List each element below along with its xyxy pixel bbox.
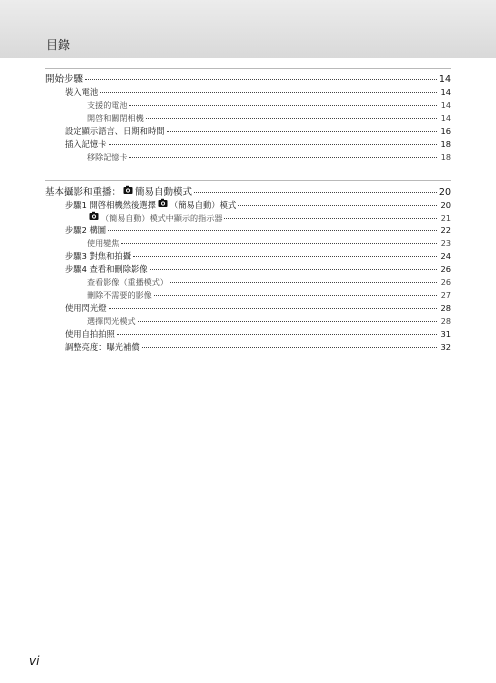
toc-page-number: 14 <box>440 100 451 110</box>
dot-leader <box>238 205 437 206</box>
toc-entry-text-pre: 步驟1 開啓相機然後選擇 <box>65 200 156 210</box>
dot-leader <box>194 192 437 193</box>
easy-auto-mode-camera-icon <box>158 198 168 208</box>
dot-leader <box>154 295 437 296</box>
toc-entry-text: 開始步驟 <box>45 74 84 85</box>
section-divider <box>45 68 451 69</box>
toc-entry-getting-started[interactable] <box>45 73 451 86</box>
toc-entry[interactable] <box>45 341 451 354</box>
toc-page-number: 22 <box>440 225 451 235</box>
toc-page-number: 18 <box>440 152 451 162</box>
easy-auto-mode-camera-icon <box>89 211 99 221</box>
dot-leader <box>108 230 437 231</box>
toc-entry[interactable] <box>45 151 451 164</box>
toc-entry-text: 調整亮度：曝光補償 <box>65 342 140 352</box>
toc-entry-text-pre: 基本攝影和重播： <box>45 187 122 198</box>
toc-page-number: 27 <box>440 290 451 300</box>
toc-entry[interactable] <box>45 224 451 237</box>
dot-leader <box>224 218 437 219</box>
toc-entry-text: 選擇閃光模式 <box>87 316 136 326</box>
toc-page-number: 23 <box>440 238 451 248</box>
easy-auto-mode-camera-icon <box>123 185 133 195</box>
toc-entry-text: 步驟3 對焦和拍攝 <box>65 251 131 261</box>
toc-entry[interactable] <box>45 328 451 341</box>
dot-leader <box>170 282 437 283</box>
dot-leader <box>121 243 437 244</box>
toc-page-number: 31 <box>440 329 451 339</box>
dot-leader <box>129 105 437 106</box>
toc-entry-text: 支援的電池 <box>87 100 128 110</box>
toc-entry[interactable] <box>45 125 451 138</box>
toc-page-number: 21 <box>440 213 451 223</box>
toc-page-number: 28 <box>440 303 451 313</box>
toc-entry[interactable] <box>45 315 451 328</box>
dot-leader <box>133 256 437 257</box>
dot-leader <box>150 269 437 270</box>
table-of-contents <box>45 62 451 354</box>
toc-entry[interactable] <box>45 99 451 112</box>
toc-entry-text: 移除記憶卡 <box>87 152 128 162</box>
toc-entry-text: 步驟2 構圖 <box>65 225 107 235</box>
dot-leader <box>109 308 438 309</box>
toc-entry[interactable] <box>45 302 451 315</box>
dot-leader <box>138 321 437 322</box>
toc-entry-text: 使用自拍拍照 <box>65 329 115 339</box>
toc-entry[interactable] <box>45 112 451 125</box>
toc-entry-basic-shooting[interactable] <box>45 185 451 198</box>
toc-entry-text-post: （簡易自動）模式中顯示的指示器 <box>101 213 223 223</box>
toc-page-number: 20 <box>438 187 451 198</box>
toc-page-number: 16 <box>440 126 451 136</box>
toc-page-number: 20 <box>440 200 451 210</box>
toc-entry-step1[interactable] <box>45 198 451 211</box>
toc-entry[interactable] <box>45 289 451 302</box>
toc-entry-text: 開啓和關閉相機 <box>87 113 144 123</box>
dot-leader <box>85 79 437 80</box>
toc-entry[interactable] <box>45 276 451 289</box>
toc-entry[interactable] <box>45 86 451 99</box>
toc-page-number: 14 <box>440 113 451 123</box>
toc-entry-text-post: （簡易自動）模式 <box>169 200 237 210</box>
toc-page-number: 26 <box>440 277 451 287</box>
toc-page-number: 26 <box>440 264 451 274</box>
toc-page-number: 14 <box>440 87 451 97</box>
page-title: 目錄 <box>46 38 71 52</box>
toc-entry-text: 設定顯示語言、日期和時間 <box>65 126 165 136</box>
toc-page-number: 28 <box>440 316 451 326</box>
toc-entry-text: 插入記憶卡 <box>65 139 107 149</box>
toc-entry-text: 使用變焦 <box>87 238 120 248</box>
toc-page-number: 24 <box>440 251 451 261</box>
toc-entry-text-post: 簡易自動模式 <box>135 187 193 198</box>
toc-entry-text: 使用閃光燈 <box>65 303 107 313</box>
dot-leader <box>100 92 437 93</box>
toc-page-number: 18 <box>440 139 451 149</box>
dot-leader <box>146 118 437 119</box>
toc-entry[interactable] <box>45 263 451 276</box>
dot-leader <box>109 144 438 145</box>
toc-entry-text: 裝入電池 <box>65 87 99 97</box>
dot-leader <box>117 334 437 335</box>
toc-entry-text: 查看影像（重播模式） <box>87 277 168 287</box>
toc-page-number: 32 <box>440 342 451 352</box>
dot-leader <box>129 157 437 158</box>
toc-page-number: 14 <box>438 74 451 85</box>
section-divider <box>45 180 451 181</box>
page-folio: vi <box>29 654 40 668</box>
dot-leader <box>167 131 437 132</box>
toc-entry-step1-indicators[interactable] <box>45 211 451 224</box>
toc-entry-text: 刪除不需要的影像 <box>87 290 152 300</box>
toc-entry[interactable] <box>45 250 451 263</box>
page-header <box>0 0 496 58</box>
dot-leader <box>142 347 437 348</box>
toc-entry-text: 步驟4 查看和刪除影像 <box>65 264 148 274</box>
toc-entry[interactable] <box>45 237 451 250</box>
toc-entry[interactable] <box>45 138 451 151</box>
